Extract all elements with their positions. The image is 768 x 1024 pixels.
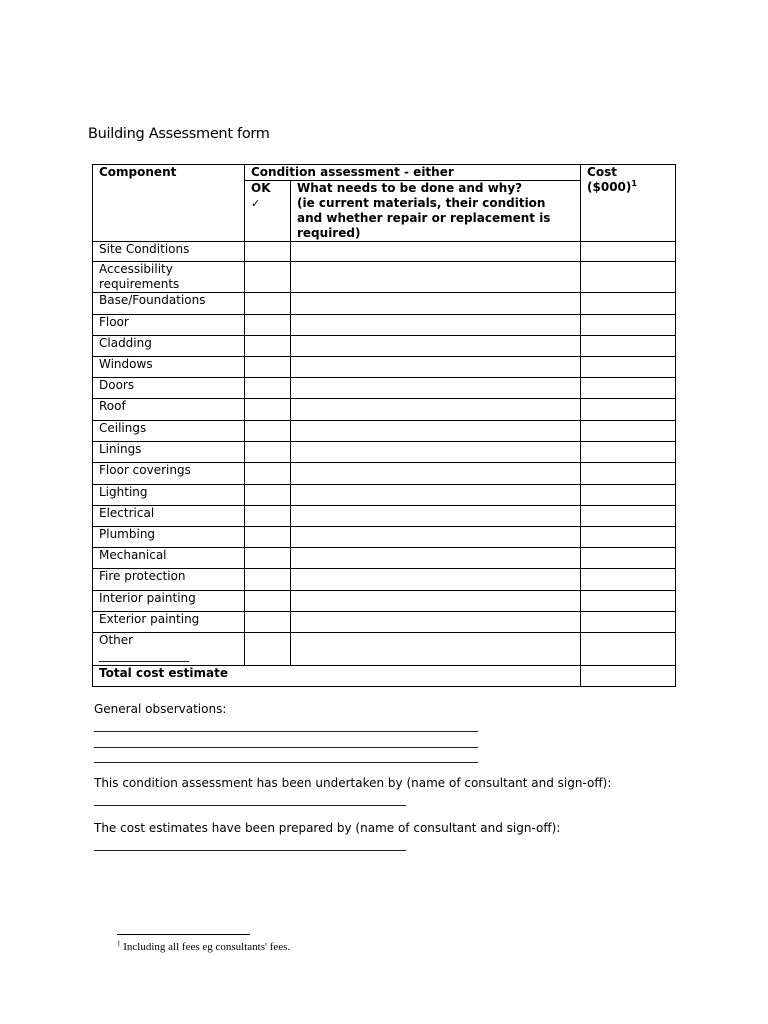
cost-cell[interactable] [581, 633, 676, 666]
component-label: Roof [93, 399, 245, 421]
component-label: Mechanical [93, 548, 245, 569]
ok-cell[interactable] [245, 293, 291, 315]
ok-cell[interactable] [245, 485, 291, 506]
table-row [93, 378, 676, 399]
ok-cell[interactable] [245, 548, 291, 569]
what-cell[interactable] [291, 548, 581, 569]
ok-cell[interactable] [245, 506, 291, 527]
header-component: Component [93, 165, 245, 242]
header-what [291, 181, 581, 242]
page-title: Building Assessment form [88, 126, 270, 142]
header-ok-label: OK [251, 181, 271, 195]
what-cell[interactable] [291, 399, 581, 421]
total-cost-cell[interactable] [581, 666, 676, 687]
what-cell[interactable] [291, 336, 581, 357]
footnote-text: Including all fees eg consultants' fees. [123, 941, 291, 953]
table-row [93, 442, 676, 463]
ok-cell[interactable] [245, 315, 291, 336]
component-label: Exterior painting [93, 612, 245, 633]
checkmark-icon: ✓ [251, 197, 261, 210]
what-cell[interactable] [291, 421, 581, 442]
component-label: Accessibility requirements [93, 262, 245, 293]
component-label: Ceilings [93, 421, 245, 442]
component-label: Site Conditions [93, 242, 245, 262]
table-row [93, 569, 676, 591]
table-row [93, 262, 676, 293]
table-row [93, 463, 676, 485]
footnote-mark: 1 [117, 939, 121, 948]
component-label: Plumbing [93, 527, 245, 548]
header-condition: Condition assessment - either [245, 165, 581, 181]
footnote [117, 941, 290, 953]
other-label-cell [93, 633, 245, 666]
condition-signoff-line[interactable]: ____________________________________________________ [94, 792, 406, 806]
component-label: Lighting [93, 485, 245, 506]
cost-cell[interactable] [581, 485, 676, 506]
observations-line-2[interactable]: ________________________________________________________________ [94, 734, 478, 748]
what-cell[interactable] [291, 612, 581, 633]
header-ok [245, 181, 291, 242]
table-row-other [93, 633, 676, 666]
table-row [93, 506, 676, 527]
ok-cell[interactable] [245, 399, 291, 421]
cost-cell[interactable] [581, 336, 676, 357]
cost-cell[interactable] [581, 421, 676, 442]
what-cell[interactable] [291, 569, 581, 591]
table-row [93, 421, 676, 442]
observations-label: General observations: [94, 702, 227, 716]
cost-cell[interactable] [581, 357, 676, 378]
component-label: Floor [93, 315, 245, 336]
table-row [93, 336, 676, 357]
what-cell[interactable] [291, 463, 581, 485]
cost-cell[interactable] [581, 463, 676, 485]
ok-cell[interactable] [245, 442, 291, 463]
ok-cell[interactable] [245, 378, 291, 399]
component-label: Fire protection [93, 569, 245, 591]
table-row [93, 548, 676, 569]
cost-cell[interactable] [581, 293, 676, 315]
assessment-table [92, 164, 676, 687]
cost-cell[interactable] [581, 262, 676, 293]
ok-cell[interactable] [245, 262, 291, 293]
observations-line-1[interactable]: ________________________________________________________________ [94, 718, 478, 732]
observations-line-3[interactable]: ________________________________________________________________ [94, 749, 478, 763]
cost-cell[interactable] [581, 548, 676, 569]
header-what-line1: What needs to be done and why? [297, 181, 523, 195]
what-cell[interactable] [291, 527, 581, 548]
ok-cell[interactable] [245, 242, 291, 262]
cost-signoff-line[interactable]: ____________________________________________________ [94, 837, 406, 851]
cost-cell[interactable] [581, 242, 676, 262]
table-row [93, 357, 676, 378]
footnote-separator [117, 934, 250, 935]
table-row [93, 399, 676, 421]
table-row [93, 293, 676, 315]
condition-signoff-text: This condition assessment has been undertaken by (name of consultant and sign-off): [94, 776, 612, 790]
what-cell[interactable] [291, 293, 581, 315]
what-cell[interactable] [291, 262, 581, 293]
cost-signoff-text: The cost estimates have been prepared by (name of consultant and sign-off): [94, 821, 561, 835]
other-blank-line[interactable]: _______________ [99, 648, 189, 662]
component-label: Base/Foundations [93, 293, 245, 315]
cost-cell[interactable] [581, 378, 676, 399]
component-label: Linings [93, 442, 245, 463]
header-what-line2: (ie current materials, their condition and whether repair or replacement is required) [297, 196, 551, 240]
component-label: Electrical [93, 506, 245, 527]
component-label: Interior painting [93, 591, 245, 612]
ok-cell[interactable] [245, 357, 291, 378]
cost-cell[interactable] [581, 527, 676, 548]
ok-cell[interactable] [245, 612, 291, 633]
cost-cell[interactable] [581, 569, 676, 591]
component-label: Cladding [93, 336, 245, 357]
what-cell[interactable] [291, 506, 581, 527]
ok-cell[interactable] [245, 633, 291, 666]
ok-cell[interactable] [245, 336, 291, 357]
table-row [93, 485, 676, 506]
other-label: Other [99, 633, 134, 647]
table-row [93, 315, 676, 336]
cost-cell[interactable] [581, 399, 676, 421]
ok-cell[interactable] [245, 591, 291, 612]
component-label: Doors [93, 378, 245, 399]
table-row [93, 612, 676, 633]
what-cell[interactable] [291, 357, 581, 378]
cost-cell[interactable] [581, 442, 676, 463]
cost-cell[interactable] [581, 612, 676, 633]
table-row [93, 591, 676, 612]
ok-cell[interactable] [245, 421, 291, 442]
component-label: Floor coverings [93, 463, 245, 485]
cost-cell[interactable] [581, 506, 676, 527]
what-cell[interactable] [291, 242, 581, 262]
what-cell[interactable] [291, 442, 581, 463]
what-cell[interactable] [291, 633, 581, 666]
table-row [93, 242, 676, 262]
ok-cell[interactable] [245, 527, 291, 548]
cost-cell[interactable] [581, 591, 676, 612]
cost-cell[interactable] [581, 315, 676, 336]
what-cell[interactable] [291, 485, 581, 506]
table-row [93, 527, 676, 548]
component-label: Windows [93, 357, 245, 378]
header-cost [581, 165, 676, 242]
ok-cell[interactable] [245, 463, 291, 485]
ok-cell[interactable] [245, 569, 291, 591]
what-cell[interactable] [291, 378, 581, 399]
cost-footnote-mark: 1 [631, 179, 637, 188]
total-label: Total cost estimate [93, 666, 581, 687]
header-cost-unit: ($000) [587, 180, 632, 194]
what-cell[interactable] [291, 315, 581, 336]
table-row-total [93, 666, 676, 687]
what-cell[interactable] [291, 591, 581, 612]
header-cost-label: Cost [587, 165, 617, 179]
